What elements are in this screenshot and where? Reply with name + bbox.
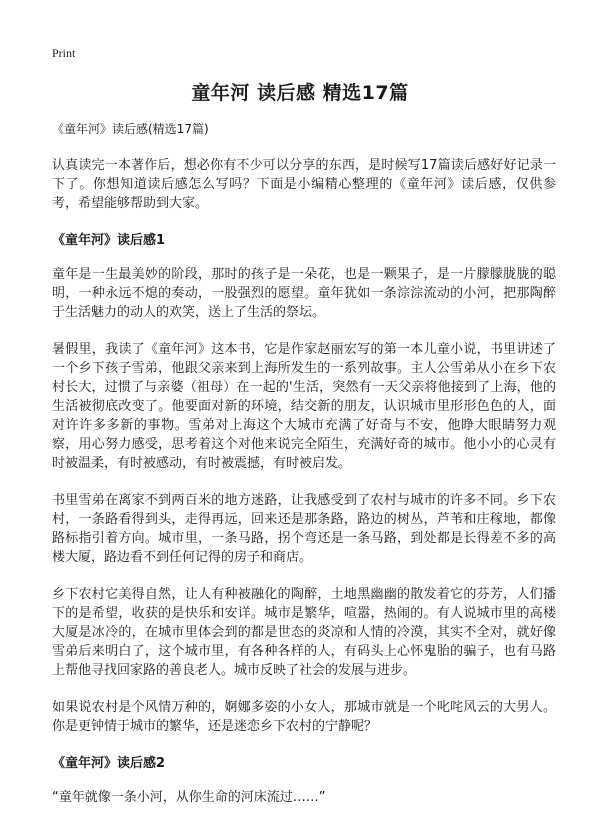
section1-paragraph-5: 如果说农村是个风情万种的，婀娜多姿的小女人，那城市就是一个叱咤风云的大男人。你是更钟情于城市的繁华，还是迷恋乡下农村的宁静呢？: [52, 700, 556, 734]
section-heading-1: 《童年河》读后感1: [52, 233, 166, 248]
print-link[interactable]: Print: [52, 46, 76, 60]
document-subtitle: 《童年河》读后感(精选17篇): [52, 122, 209, 136]
section1-paragraph-4: 乡下农村它美得自然，让人有种被融化的陶醉，土地黑幽幽的散发着它的芬芳，人们播下的是希望，收获的是快乐和安详。城市是繁华，喧嚣，热闹的。有人说城市里的高楼大厦是冰冷的，在城市里体会到的都是世态的炎凉和人情的冷漠，其实不全对，就好像雪弟后来明白了，这个城市里，有各种各样的人，有码头上心怀鬼胎的骗子，也有马路上帮他寻找回家路的善良老人。城市反映了社会的发展与进步。: [52, 587, 556, 678]
section-heading-2: 《童年河》读后感2: [52, 756, 166, 771]
page-title: 童年河 读后感 精选17篇: [191, 82, 409, 104]
document-body: [52, 120, 556, 825]
section1-paragraph-1: 童年是一生最美妙的阶段，那时的孩子是一朵花，也是一颗果子，是一片朦朦胧胧的聪明，一种永远不熄的奏动，一股强烈的愿望。童年犹如一条淙淙流动的小河，把那陶醉于生活魅力的动人的欢笑，送上了生活的祭坛。: [52, 267, 556, 320]
intro-paragraph: 认真读完一本著作后，想必你有不少可以分享的东西，是时候写17篇读后感好好记录一下了。你想知道读后感怎么写吗？下面是小编精心整理的《童年河》读后感，仅供参考，希望能够帮助到大家。: [52, 158, 556, 211]
section1-paragraph-2: 暑假里，我读了《童年河》这本书，它是作家赵丽宏写的第一本儿童小说，书里讲述了一个乡下孩子雪弟，他跟父亲来到上海所发生的一系列故事。主人公雪弟从小在乡下农村长大，过惯了与亲婆（祖母）在一起的'生活，突然有一天父亲将他接到了上海，他的生活被彻底改变了。他要面对新的环境，结交新的朋友，认识城市里形形色色的人，面对许许多多新的事物。雪弟对上海这个大城市充满了好奇与不安，他睁大眼睛努力观察，用心努力感受，思考着这个对他来说完全陌生，充满好奇的城市。他小小的心灵有时被温柔，有时被感动，有时被震撼，有时被启发。: [52, 342, 556, 471]
section1-paragraph-3: 书里雪弟在离家不到两百米的地方迷路，让我感受到了农村与城市的许多不同。乡下农村，一条路看得到头，走得再远，回来还是那条路，路边的树丛，芦苇和庄稼地，都像路标指引着方向。城市里，一条马路，拐个弯还是一条马路，到处都是长得差不多的高楼大厦，路边看不到任何记得的房子和商店。: [52, 493, 556, 565]
section2-quote: “童年就像一条小河，从你生命的河床流过……”: [52, 790, 326, 805]
